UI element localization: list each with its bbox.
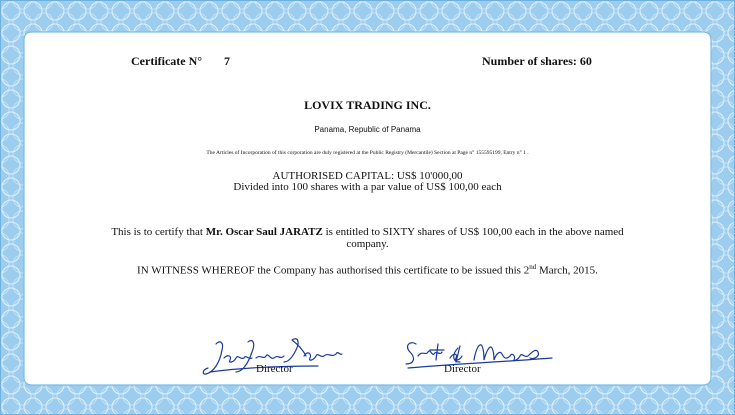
director-right-label: Director <box>444 363 481 375</box>
certify-prefix: This is to certify that <box>111 226 206 238</box>
certificate-number-label: Certificate N° <box>131 54 203 68</box>
witness-superscript: nd <box>529 263 537 271</box>
number-of-shares: Number of shares: 60 <box>482 54 592 68</box>
certify-suffix: is entitled to SIXTY shares of US$ 100,00 each in the above named <box>322 226 624 238</box>
share-division: Divided into 100 shares with a par value of US$ 100,00 each <box>233 181 502 193</box>
right-director-signature <box>402 334 562 378</box>
certificate-number-value: 7 <box>224 54 230 68</box>
witness-suffix: March, 2015. <box>536 264 598 277</box>
witness-prefix: IN WITNESS WHEREOF the Company has authorised this certificate to be issued this 2 <box>137 264 530 277</box>
holder-name: Mr. Oscar Saul JARATZ <box>205 226 323 238</box>
certify-line-2: company. <box>346 238 389 250</box>
company-name: LOVIX TRADING INC. <box>304 98 431 112</box>
witness-statement <box>0 263 735 277</box>
authorised-capital: AUTHORISED CAPITAL: US$ 10'000,00 <box>272 170 463 182</box>
registry-note: The Articles of Incorporation of this corporation are duly registered at the Public Registry (Mercantile) Section at Page n° 155595199, Entry n° 1 . <box>206 150 529 156</box>
director-left-label: Director <box>256 363 293 375</box>
certify-statement <box>0 226 735 238</box>
company-location: Panama, Republic of Panama <box>314 125 421 134</box>
